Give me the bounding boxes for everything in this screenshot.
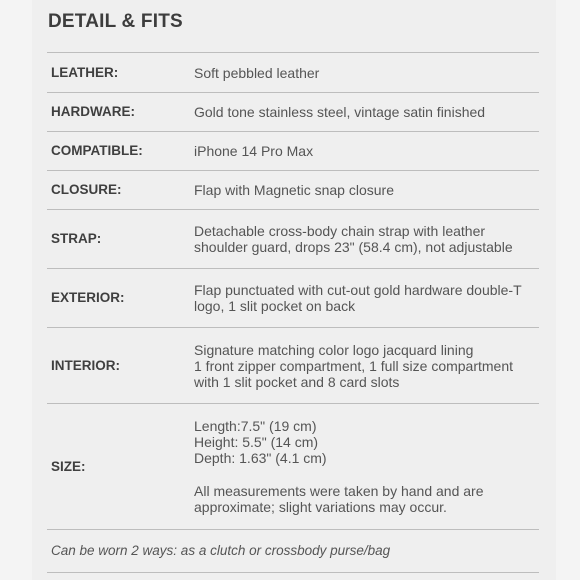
spec-row-leather <box>47 53 539 93</box>
spec-label: INTERIOR: <box>47 328 194 404</box>
spec-label: CLOSURE: <box>47 171 194 210</box>
spec-value-line: iPhone 14 Pro Max <box>194 143 314 159</box>
spec-value <box>194 53 539 93</box>
spec-value-line: Depth: 1.63" (4.1 cm) <box>194 450 327 466</box>
spec-value <box>194 171 539 210</box>
spec-value <box>194 132 539 171</box>
spec-label: HARDWARE: <box>47 93 194 132</box>
spec-row-hardware <box>47 93 539 132</box>
spec-row-compatible <box>47 132 539 171</box>
spec-row-interior <box>47 328 539 404</box>
page-title: DETAIL & FITS <box>48 11 183 32</box>
spec-row-strap <box>47 210 539 269</box>
spec-value-line: Height: 5.5" (14 cm) <box>194 434 319 450</box>
usage-footnote: Can be worn 2 ways: as a clutch or crossbody purse/bag <box>51 543 391 558</box>
spec-note-line: approximate; slight variations may occur. <box>194 499 447 515</box>
spec-value <box>194 269 539 328</box>
spec-value <box>194 404 539 530</box>
spec-value-line: Flap punctuated with cut-out gold hardware double-T <box>194 282 522 298</box>
spec-row-exterior <box>47 269 539 328</box>
spec-note-line: All measurements were taken by hand and are <box>194 483 484 499</box>
spec-row-closure <box>47 171 539 210</box>
spec-value-line: Flap with Magnetic snap closure <box>194 182 394 198</box>
spec-value-line: logo, 1 slit pocket on back <box>194 298 356 314</box>
spec-row-size <box>47 404 539 530</box>
spec-value-line: Length:7.5" (19 cm) <box>194 418 317 434</box>
spec-value-line: shoulder guard, drops 23" (58.4 cm), not adjustable <box>194 239 513 255</box>
spec-label: EXTERIOR: <box>47 269 194 328</box>
spec-value <box>194 328 539 404</box>
spacer <box>194 466 539 483</box>
spec-label: STRAP: <box>47 210 194 269</box>
spec-label: COMPATIBLE: <box>47 132 194 171</box>
spec-value-line: Detachable cross-body chain strap with leather <box>194 223 486 239</box>
spec-value-line: 1 front zipper compartment, 1 full size compartment <box>194 357 514 374</box>
spec-value-line: Signature matching color logo jacquard lining <box>194 341 474 358</box>
spec-value-line: Soft pebbled leather <box>194 64 320 81</box>
spec-label: LEATHER: <box>47 53 194 93</box>
spec-value <box>194 210 539 269</box>
spec-value-line: with 1 slit pocket and 8 card slots <box>194 373 400 390</box>
spec-value-line: Gold tone stainless steel, vintage satin finished <box>194 104 486 120</box>
spec-label: SIZE: <box>47 404 194 530</box>
spec-value <box>194 93 539 132</box>
spec-table <box>47 52 539 530</box>
divider <box>47 572 539 573</box>
